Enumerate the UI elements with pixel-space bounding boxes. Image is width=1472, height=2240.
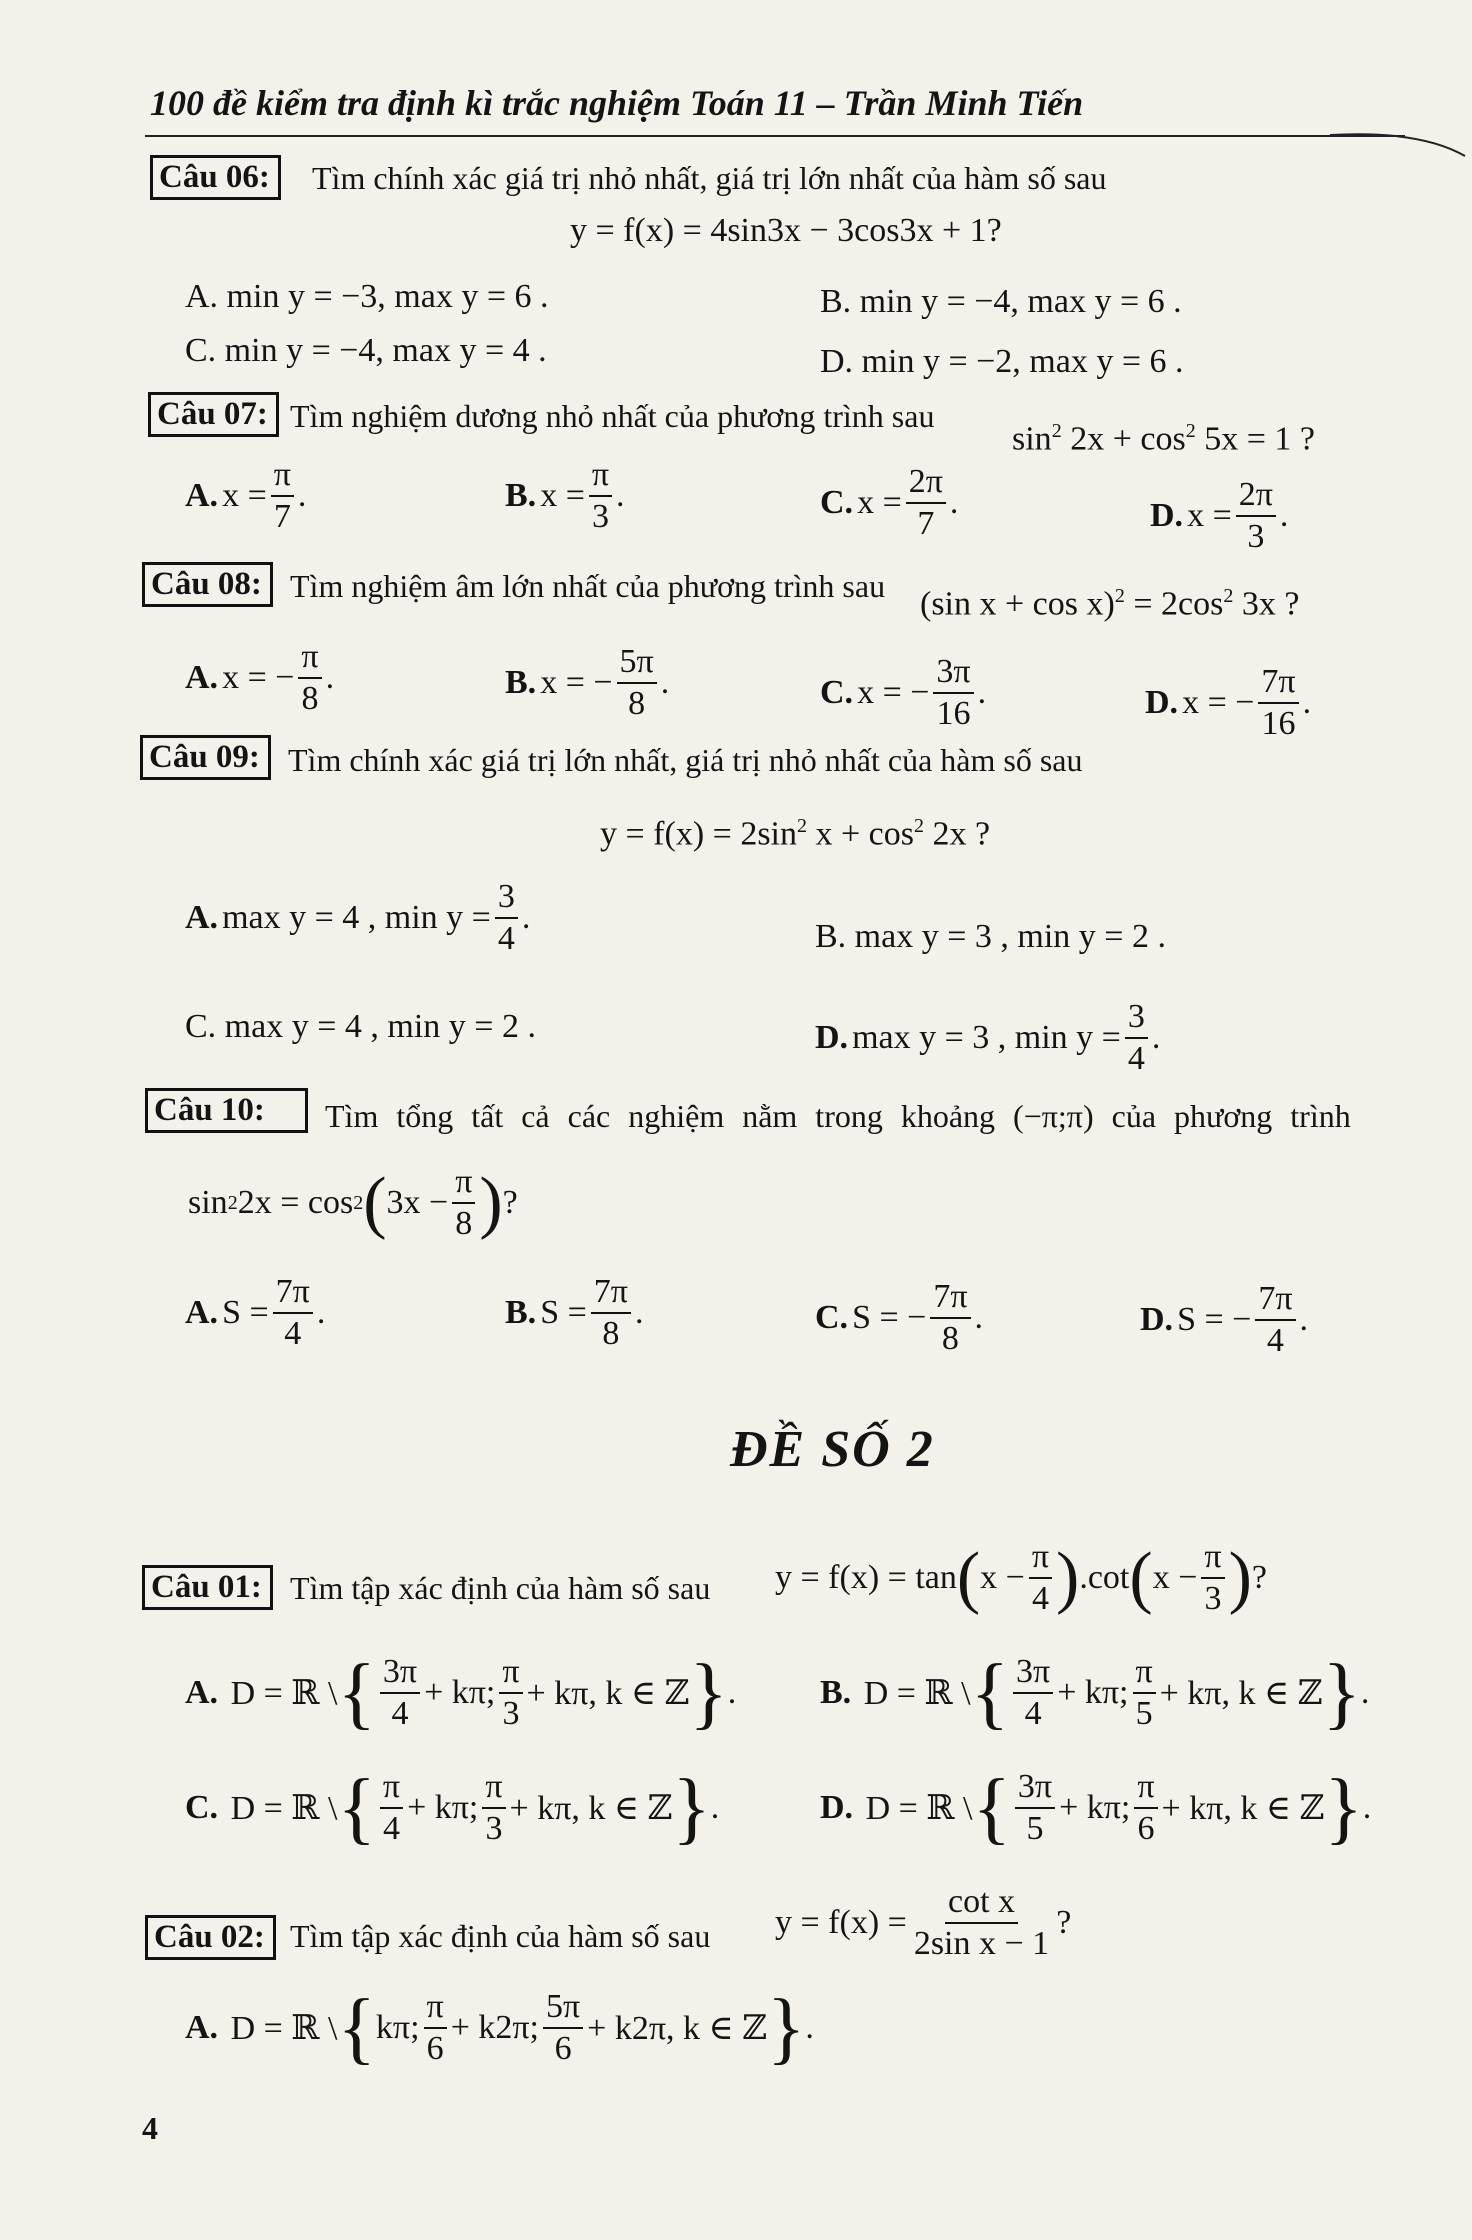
option-d: D. max y = 3 , min y = $\frac{3}{4}$ . — [815, 998, 1161, 1077]
question-tag: Câu 01: — [142, 1565, 273, 1610]
question-text: Tìm tập xác định của hàm số sau — [290, 1918, 711, 1954]
option-a: A. D = ℝ \ { kπ; $\frac{\pi}{6}$ + k2π; $\frac{5\pi}{6}$ + k2π, k ∈ ℤ } . — [185, 1984, 814, 2072]
header-rule-curve — [1330, 118, 1470, 158]
header-rule — [145, 135, 1405, 137]
question-equation: $y = f(x) = 2\sin^2$ $x + \cos^2 2x$ ? — [600, 815, 991, 853]
option-c: C. D = ℝ \ { $\frac{\pi}{4}$ + kπ; $\frac{\pi}{3}$ + kπ, k ∈ ℤ } . — [185, 1764, 720, 1852]
option-a: A. max y = 4 , min y = $\frac{3}{4}$ . — [185, 878, 531, 957]
option-c: C. min y = −4, max y = 4 . — [185, 332, 547, 369]
question-text: Tìm tập xác định của hàm số sau — [290, 1570, 711, 1606]
section-title: ĐỀ SỐ 2 — [730, 1421, 935, 1478]
question-equation: (sin $x + \cos x)^2 = 2\cos^2$ 3x ? — [920, 585, 1300, 623]
option-c: C. max y = 4 , min y = 2 . — [185, 1008, 536, 1045]
question-text: Tìm nghiệm âm lớn nhất của phương trình sau — [290, 568, 886, 604]
option-b: B. S = $\frac{7\pi}{8}$ . — [505, 1273, 644, 1352]
running-header: 100 đề kiểm tra định kì trắc nghiệm Toán 11 – Trần Minh Tiến — [150, 83, 1084, 123]
option-d: D. x = − $\frac{7\pi}{16}$ . — [1145, 663, 1312, 742]
question-tag: Câu 06: — [150, 155, 281, 200]
option-b: B. D = ℝ \ { $\frac{3\pi}{4}$ + kπ; $\frac{\pi}{5}$ + kπ, k ∈ ℤ } . — [820, 1649, 1370, 1737]
option-a: A. D = ℝ \ { $\frac{3\pi}{4}$ + kπ; $\frac{\pi}{3}$ + kπ, k ∈ ℤ } . — [185, 1649, 737, 1737]
question-equation: y = f(x) = tan ( x − $\frac{\pi}{4}$ ) .cot ( x − $\frac{\pi}{3}$ ) ? — [775, 1538, 1267, 1617]
question-tag: Câu 08: — [142, 562, 273, 607]
question-text: Tìm chính xác giá trị nhỏ nhất, giá trị lớn nhất của hàm số sau — [312, 160, 1107, 196]
question-tag: Câu 10: — [145, 1088, 308, 1133]
option-b: B. x = − $\frac{5\pi}{8}$ . — [505, 643, 670, 722]
option-b: B. min y = −4, max y = 6 . — [820, 283, 1182, 320]
option-d: D. S = − $\frac{7\pi}{4}$ . — [1140, 1280, 1308, 1359]
question-tag: Câu 07: — [148, 392, 279, 437]
question-equation: y = f(x) = $\frac{\text{cot x}}{\text{2sin x − 1}}$ ? — [775, 1883, 1072, 1962]
option-d: D. min y = −2, max y = 6 . — [820, 343, 1184, 380]
option-c: C. x = $\frac{2\pi}{7}$ . — [820, 463, 959, 542]
option-a: A. S = $\frac{7\pi}{4}$ . — [185, 1273, 326, 1352]
question-equation: $\sin^2 2x + \cos^2 5x = 1$ ? — [1012, 420, 1315, 458]
question-text: Tìm nghiệm dương nhỏ nhất của phương trình sau — [290, 398, 935, 434]
option-b: B. x = $\frac{\pi}{3}$ . — [505, 456, 625, 535]
question-formula: y = f(x) = 4sin3x − 3cos3x + 1? — [570, 212, 1002, 249]
question-text: Tìm tổng tất cả các nghiệm nằm trong khoảng (−π;π) của phương trình — [325, 1098, 1351, 1134]
page-number: 4 — [142, 2110, 158, 2146]
option-a: A. x = $\frac{\pi}{7}$ . — [185, 456, 307, 535]
option-d: D. x = $\frac{2\pi}{3}$ . — [1150, 476, 1289, 555]
option-c: C. x = − $\frac{3\pi}{16}$ . — [820, 653, 987, 732]
option-d: D. D = ℝ \ { $\frac{3\pi}{5}$ + kπ; $\frac{\pi}{6}$ + kπ, k ∈ ℤ } . — [820, 1764, 1372, 1852]
question-tag: Câu 09: — [140, 735, 271, 780]
question-equation: sin 2 2x = cos 2 ( 3x − $\frac{\pi}{8}$ ) ? — [188, 1163, 518, 1242]
question-tag: Câu 02: — [145, 1915, 276, 1960]
option-a: A. min y = −3, max y = 6 . — [185, 278, 549, 315]
option-a: A. x = − $\frac{\pi}{8}$ . — [185, 638, 335, 717]
question-text: Tìm chính xác giá trị lớn nhất, giá trị nhỏ nhất của hàm số sau — [288, 742, 1083, 778]
option-b: B. max y = 3 , min y = 2 . — [815, 918, 1166, 955]
option-c: C. S = − $\frac{7\pi}{8}$ . — [815, 1278, 983, 1357]
